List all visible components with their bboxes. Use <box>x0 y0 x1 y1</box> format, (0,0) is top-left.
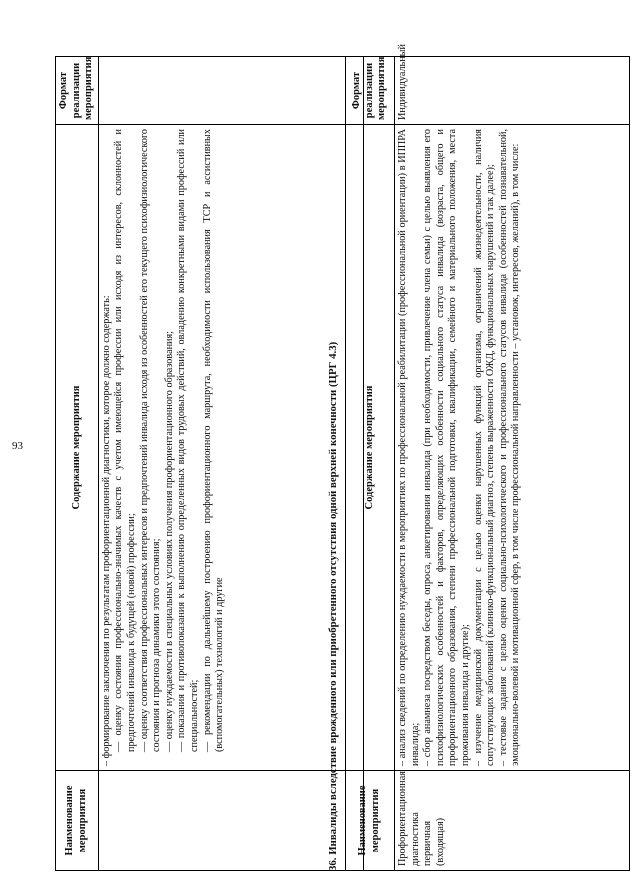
content-paragraph: — показания и противопоказания к выполнению определенных видов трудовых действий, овладению конкретными видами профессий или специальностей; <box>176 129 200 752</box>
top-row-name <box>98 771 363 871</box>
content-paragraph: — оценку соответствия профессиональных интересов и предпочтений инвалида исходя из особенностей его текущего психофизиологического состояния и прогноза динамики этого состояния; <box>138 129 163 752</box>
bottom-header-format: Формат реализации мероприятия <box>346 57 395 125</box>
content-paragraph: – анализ сведений по определению нуждаемости в мероприятиях по профессиональной реабилитации (профессиональной ориентации) в ИППРА инвалида; <box>397 129 421 766</box>
content-paragraph: – сбор анамнеза посредством беседы, опроса, анкетирования инвалида (при необходимости, привлечение члена семьи) с целью выявления его психофизиологических особенностей и факторов, определяющих особенности социального статуса инвалида (возраста, общего и профориентационного образования, степени профессиональной подготовки, квалификации, семейного и материального положения, места проживания инвалида и другие); <box>422 129 471 766</box>
content-paragraph: – формирование заключения по результатам профориентационной диагностики, которое должно содержать: <box>100 295 112 766</box>
content-paragraph: — оценку нуждаемости в специальных условиях получения профориентационного образования; <box>163 330 175 752</box>
top-header-format: Формат реализации мероприятия <box>56 57 99 125</box>
top-header-content: Содержание мероприятия <box>56 125 99 771</box>
top-table-header-row <box>56 57 99 871</box>
bottom-row-content <box>395 125 630 771</box>
content-paragraph: – изучение медицинской документации с целью оценки нарушенных функций организма, ограничений жизнедеятельности, наличия сопутствующих заболеваний (клинико-функциональный диагноз, степень выраженности ОЖД, функциональных нарушений и так далее); <box>472 129 497 766</box>
bottom-header-name: Наименование мероприятия <box>346 771 395 871</box>
page-number: 93 <box>12 440 23 452</box>
top-header-name: Наименование мероприятия <box>56 771 99 871</box>
content-paragraph: — рекомендации по дальнейшему построению профориентационного маршрута, необходимости использования ТСР и ассистивных (вспомогательных) технологий и другие <box>201 129 226 752</box>
table-row <box>98 57 363 871</box>
content-paragraph: – тестовые задания с целью оценки социально-психологического и профессионального статусов инвалида (особенностей познавательной, эмоционально-волевой и мотивационной сфер, в том числе профессиональной направленности – установок, интересов, желаний), в том числе: <box>497 129 522 766</box>
top-row-format <box>98 57 363 125</box>
content-paragraph: — оценку состояния профессионально-значимых качеств с учетом имеющейся профессии или исходя из интересов, склонностей и предпочтений инвалида к будущей (новой) профессии; <box>113 129 137 752</box>
bottom-row-name: Профориентационная диагностика первичная (входящая) <box>395 771 630 871</box>
top-table <box>55 56 364 871</box>
table-row <box>395 57 630 871</box>
section-title: 36. Инвалиды вследствие врожденного или приобретенного отсутствия одной верхней конечности (ЦРГ 4.3) <box>327 341 339 871</box>
bottom-header-content: Содержание мероприятия <box>346 125 395 771</box>
bottom-table-header-row <box>346 57 395 871</box>
top-row-content <box>98 125 363 771</box>
bottom-row-format: Индивидуальный <box>395 57 630 125</box>
bottom-table <box>345 44 630 871</box>
